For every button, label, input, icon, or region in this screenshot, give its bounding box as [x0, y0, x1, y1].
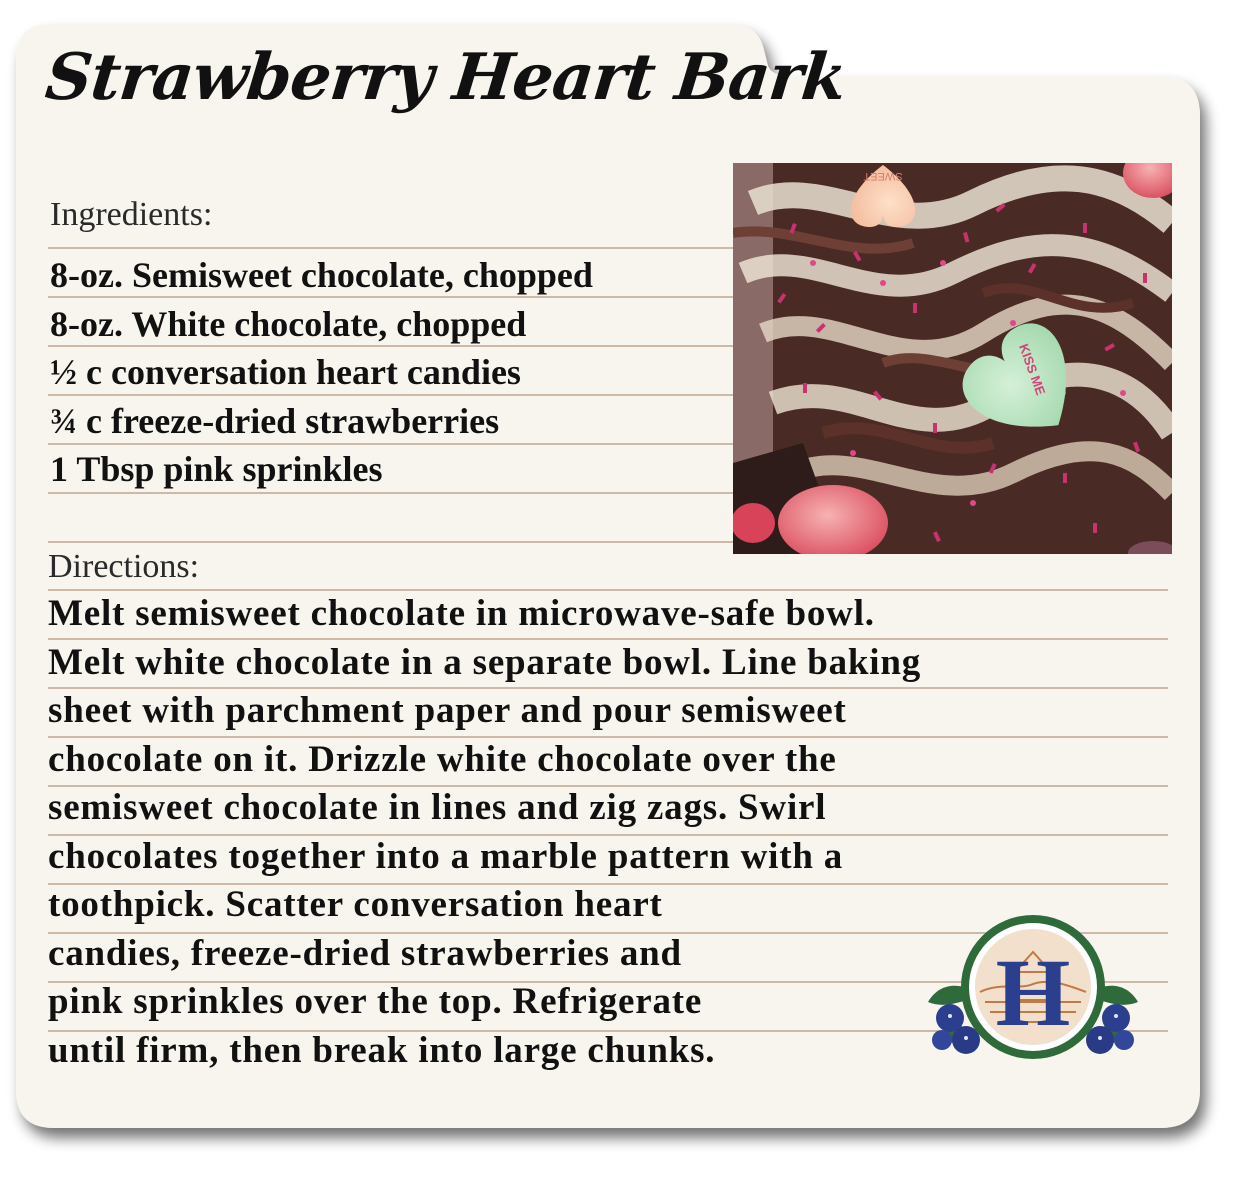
- ingredient-item: 8-oz. White chocolate, chopped: [50, 303, 527, 344]
- direction-line: toothpick. Scatter conversation heart: [48, 884, 663, 925]
- direction-line: sheet with parchment paper and pour semisweet: [48, 690, 847, 731]
- direction-line: chocolate on it. Drizzle white chocolate over the: [48, 738, 837, 780]
- direction-line: chocolates together into a marble pattern with a: [48, 835, 844, 877]
- ingredient-item: 8-oz. Semisweet chocolate, chopped: [50, 255, 593, 295]
- direction-line: Melt white chocolate in a separate bowl. Line baking: [48, 641, 922, 683]
- ingredients-list: [50, 251, 593, 494]
- ingredient-item: 1 Tbsp pink sprinkles: [50, 449, 383, 489]
- directions-text: [48, 590, 921, 1075]
- ingredient-item: ¾ c freeze-dried strawberries: [50, 400, 500, 441]
- recipe-photo: [733, 163, 1172, 554]
- direction-line: until firm, then break into large chunks.: [48, 1029, 716, 1071]
- logo-monogram: H: [995, 939, 1071, 1046]
- direction-line: candies, freeze-dried strawberries and: [48, 932, 682, 974]
- candy-text-center: KISS ME: [1016, 341, 1049, 398]
- rule-line: [48, 247, 733, 249]
- recipe-title: Strawberry Heart Bark: [42, 40, 850, 115]
- direction-line: Melt semisweet chocolate in microwave-safe bowl.: [48, 593, 875, 634]
- candy-text-top: SWEET: [863, 170, 903, 182]
- ingredient-item: ½ c conversation heart candies: [50, 352, 521, 392]
- direction-line: semisweet chocolate in lines and zig zags. Swirl: [48, 787, 827, 828]
- brand-logo: [920, 912, 1146, 1072]
- rule-line: [48, 541, 733, 543]
- directions-label: Directions:: [48, 548, 200, 585]
- direction-line: pink sprinkles over the top. Refrigerate: [48, 981, 703, 1022]
- ingredients-label: Ingredients:: [50, 196, 213, 233]
